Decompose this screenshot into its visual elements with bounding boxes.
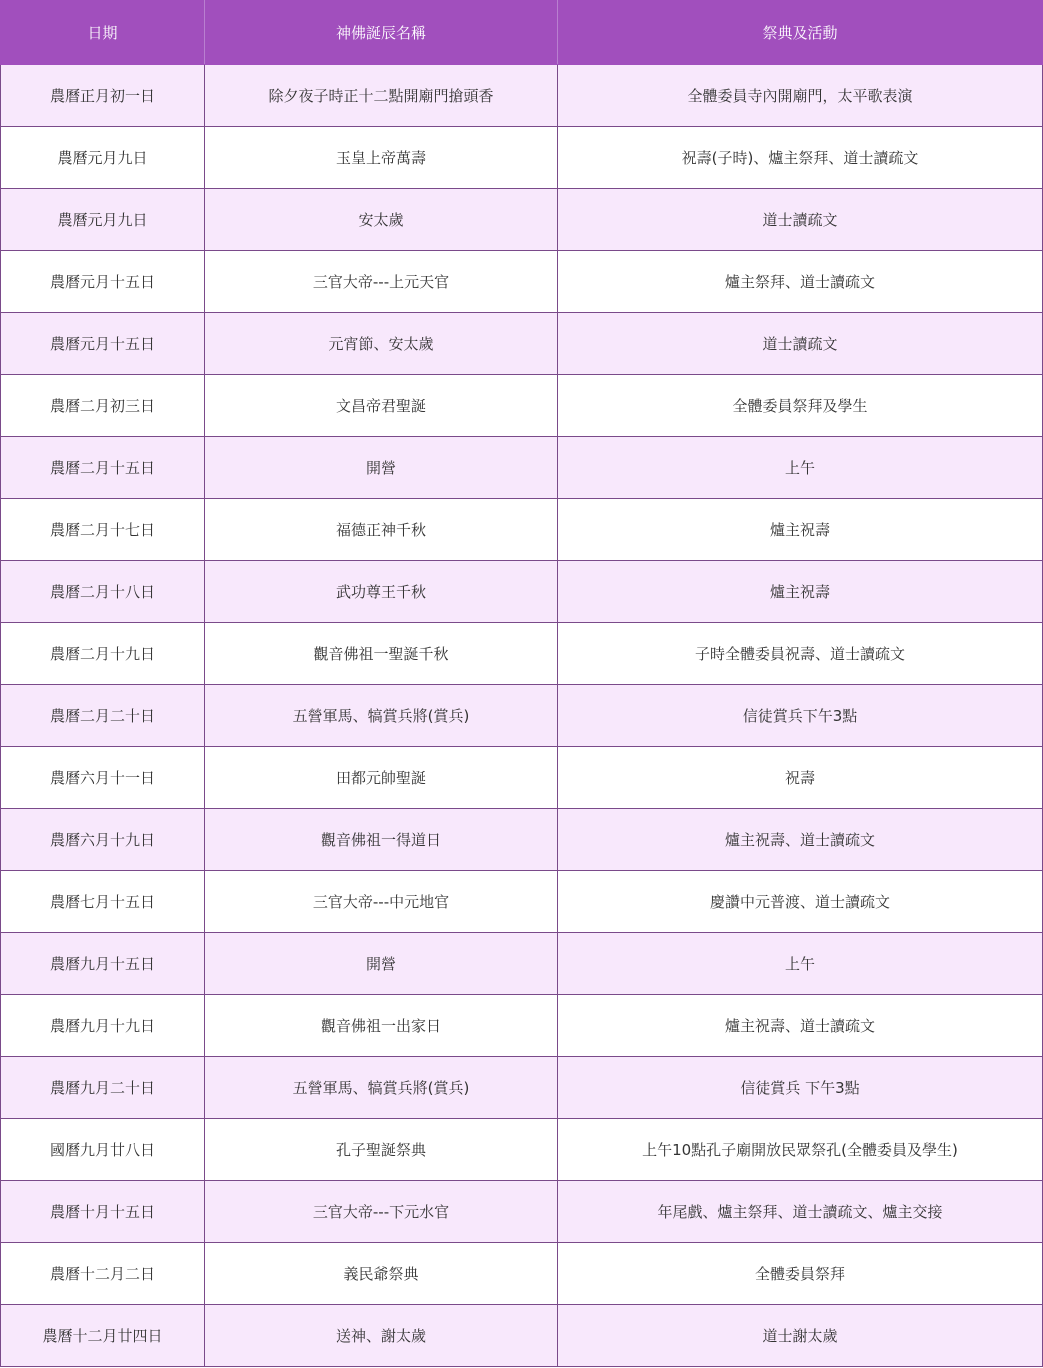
table-row [1, 747, 1043, 809]
date-cell: 農曆十二月廿四日 [1, 1305, 205, 1367]
activity-cell: 道士讀疏文 [558, 313, 1043, 375]
date-cell: 農曆元月十五日 [1, 313, 205, 375]
deity-name-cell: 觀音佛祖一聖誕千秋 [205, 623, 558, 685]
date-cell: 農曆二月十七日 [1, 499, 205, 561]
table-row [1, 189, 1043, 251]
activity-cell: 上午 [558, 933, 1043, 995]
activity-cell: 爐主祭拜、道士讀疏文 [558, 251, 1043, 313]
deity-name-cell: 孔子聖誕祭典 [205, 1119, 558, 1181]
table-row [1, 1057, 1043, 1119]
table-row [1, 561, 1043, 623]
table-row [1, 437, 1043, 499]
deity-name-cell: 觀音佛祖一得道日 [205, 809, 558, 871]
date-cell: 農曆六月十九日 [1, 809, 205, 871]
deity-name-cell: 玉皇上帝萬壽 [205, 127, 558, 189]
table-row [1, 933, 1043, 995]
deity-name-cell: 田都元帥聖誕 [205, 747, 558, 809]
header-row [1, 1, 1043, 65]
deity-name-cell: 安太歲 [205, 189, 558, 251]
deity-name-cell: 武功尊王千秋 [205, 561, 558, 623]
date-cell: 農曆七月十五日 [1, 871, 205, 933]
header-date: 日期 [1, 1, 205, 65]
table-row [1, 623, 1043, 685]
table-row [1, 65, 1043, 127]
date-cell: 農曆二月十八日 [1, 561, 205, 623]
activity-cell: 全體委員祭拜及學生 [558, 375, 1043, 437]
activity-cell: 上午10點孔子廟開放民眾祭孔(全體委員及學生) [558, 1119, 1043, 1181]
activity-cell: 祝壽(子時)、爐主祭拜、道士讀疏文 [558, 127, 1043, 189]
table-row [1, 499, 1043, 561]
table-row [1, 251, 1043, 313]
date-cell: 國曆九月廿八日 [1, 1119, 205, 1181]
date-cell: 農曆元月九日 [1, 127, 205, 189]
deity-name-cell: 五營軍馬、犒賞兵將(賞兵) [205, 1057, 558, 1119]
table-header [1, 1, 1043, 65]
deity-name-cell: 觀音佛祖一出家日 [205, 995, 558, 1057]
activity-cell: 道士謝太歲 [558, 1305, 1043, 1367]
table-body [1, 65, 1043, 1367]
date-cell: 農曆二月二十日 [1, 685, 205, 747]
table-row [1, 871, 1043, 933]
deity-name-cell: 元宵節、安太歲 [205, 313, 558, 375]
date-cell: 農曆九月十九日 [1, 995, 205, 1057]
activity-cell: 祝壽 [558, 747, 1043, 809]
table-row [1, 375, 1043, 437]
date-cell: 農曆元月九日 [1, 189, 205, 251]
deity-name-cell: 開營 [205, 933, 558, 995]
deity-name-cell: 除夕夜子時正十二點開廟門搶頭香 [205, 65, 558, 127]
activity-cell: 爐主祝壽 [558, 499, 1043, 561]
deity-name-cell: 義民爺祭典 [205, 1243, 558, 1305]
table-row [1, 1181, 1043, 1243]
activity-cell: 年尾戲、爐主祭拜、道士讀疏文、爐主交接 [558, 1181, 1043, 1243]
date-cell: 農曆二月初三日 [1, 375, 205, 437]
table-row [1, 1243, 1043, 1305]
activity-cell: 慶讚中元普渡、道士讀疏文 [558, 871, 1043, 933]
date-cell: 農曆正月初一日 [1, 65, 205, 127]
table-row [1, 1305, 1043, 1367]
activity-cell: 爐主祝壽、道士讀疏文 [558, 809, 1043, 871]
deity-name-cell: 送神、謝太歲 [205, 1305, 558, 1367]
deity-name-cell: 三官大帝---中元地官 [205, 871, 558, 933]
table-row [1, 313, 1043, 375]
activity-cell: 道士讀疏文 [558, 189, 1043, 251]
activity-cell: 爐主祝壽 [558, 561, 1043, 623]
deity-name-cell: 三官大帝---上元天官 [205, 251, 558, 313]
activity-cell: 子時全體委員祝壽、道士讀疏文 [558, 623, 1043, 685]
date-cell: 農曆二月十九日 [1, 623, 205, 685]
header-deity-birthday-name: 神佛誕辰名稱 [205, 1, 558, 65]
activity-cell: 全體委員祭拜 [558, 1243, 1043, 1305]
deity-name-cell: 福德正神千秋 [205, 499, 558, 561]
deity-name-cell: 開營 [205, 437, 558, 499]
table-row [1, 685, 1043, 747]
activity-cell: 信徒賞兵下午3點 [558, 685, 1043, 747]
date-cell: 農曆二月十五日 [1, 437, 205, 499]
date-cell: 農曆九月二十日 [1, 1057, 205, 1119]
header-ceremony-activity: 祭典及活動 [558, 1, 1043, 65]
date-cell: 農曆九月十五日 [1, 933, 205, 995]
table-row [1, 1119, 1043, 1181]
activity-cell: 信徒賞兵 下午3點 [558, 1057, 1043, 1119]
date-cell: 農曆十月十五日 [1, 1181, 205, 1243]
activity-cell: 全體委員寺內開廟門，太平歌表演 [558, 65, 1043, 127]
deity-name-cell: 文昌帝君聖誕 [205, 375, 558, 437]
date-cell: 農曆元月十五日 [1, 251, 205, 313]
table-row [1, 127, 1043, 189]
activity-cell: 上午 [558, 437, 1043, 499]
table-row [1, 995, 1043, 1057]
table-row [1, 809, 1043, 871]
date-cell: 農曆十二月二日 [1, 1243, 205, 1305]
deity-name-cell: 三官大帝---下元水官 [205, 1181, 558, 1243]
deity-name-cell: 五營軍馬、犒賞兵將(賞兵) [205, 685, 558, 747]
date-cell: 農曆六月十一日 [1, 747, 205, 809]
activity-cell: 爐主祝壽、道士讀疏文 [558, 995, 1043, 1057]
